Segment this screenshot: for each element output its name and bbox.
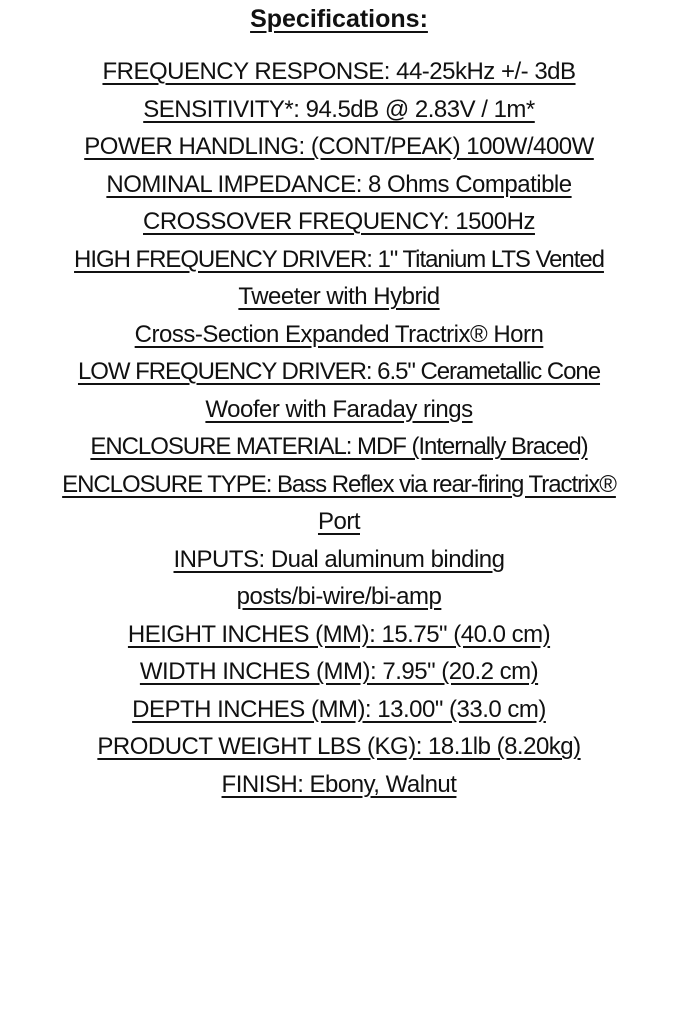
- spec-line-inputs-cont: posts/bi-wire/bi-amp: [236, 583, 442, 610]
- spec-line-low-frequency-driver: LOW FREQUENCY DRIVER: 6.5" Cerametallic Cone: [77, 358, 601, 385]
- spec-list: [0, 53, 678, 803]
- spec-line-sensitivity: SENSITIVITY*: 94.5dB @ 2.83V / 1m*: [143, 95, 535, 123]
- spec-line-enclosure-type: ENCLOSURE TYPE: Bass Reflex via rear-firing Tractrix®: [62, 470, 616, 498]
- page-title: [0, 2, 678, 36]
- spec-line-frequency-response: FREQUENCY RESPONSE: 44-25kHz +/- 3dB: [102, 58, 576, 85]
- spec-line-enclosure-material: ENCLOSURE MATERIAL: MDF (Internally Braced): [90, 433, 588, 460]
- spec-line-high-frequency-driver: HIGH FREQUENCY DRIVER: 1" Titanium LTS Vented: [74, 245, 604, 273]
- spec-line-inputs: INPUTS: Dual aluminum binding: [173, 545, 505, 573]
- spec-line-high-frequency-driver-cont-2: Cross-Section Expanded Tractrix® Horn: [134, 320, 544, 348]
- spec-line-enclosure-type-cont: Port: [317, 508, 360, 535]
- specifications-heading: Specifications:: [250, 5, 428, 33]
- spec-line-depth: DEPTH INCHES (MM): 13.00" (33.0 cm): [132, 695, 546, 723]
- spec-line-crossover-frequency: CROSSOVER FREQUENCY: 1500Hz: [143, 208, 535, 235]
- spec-line-power-handling: POWER HANDLING: (CONT/PEAK) 100W/400W: [84, 133, 594, 160]
- spec-line-height: HEIGHT INCHES (MM): 15.75" (40.0 cm): [127, 620, 551, 648]
- spec-line-low-frequency-driver-cont: Woofer with Faraday rings: [205, 395, 473, 423]
- spec-line-high-frequency-driver-cont-1: Tweeter with Hybrid: [238, 283, 440, 310]
- spec-line-product-weight: PRODUCT WEIGHT LBS (KG): 18.1lb (8.20kg): [97, 733, 581, 760]
- spec-line-finish: FINISH: Ebony, Walnut: [221, 770, 457, 798]
- spec-line-nominal-impedance: NOMINAL IMPEDANCE: 8 Ohms Compatible: [106, 170, 572, 198]
- spec-line-width: WIDTH INCHES (MM): 7.95" (20.2 cm): [139, 658, 539, 685]
